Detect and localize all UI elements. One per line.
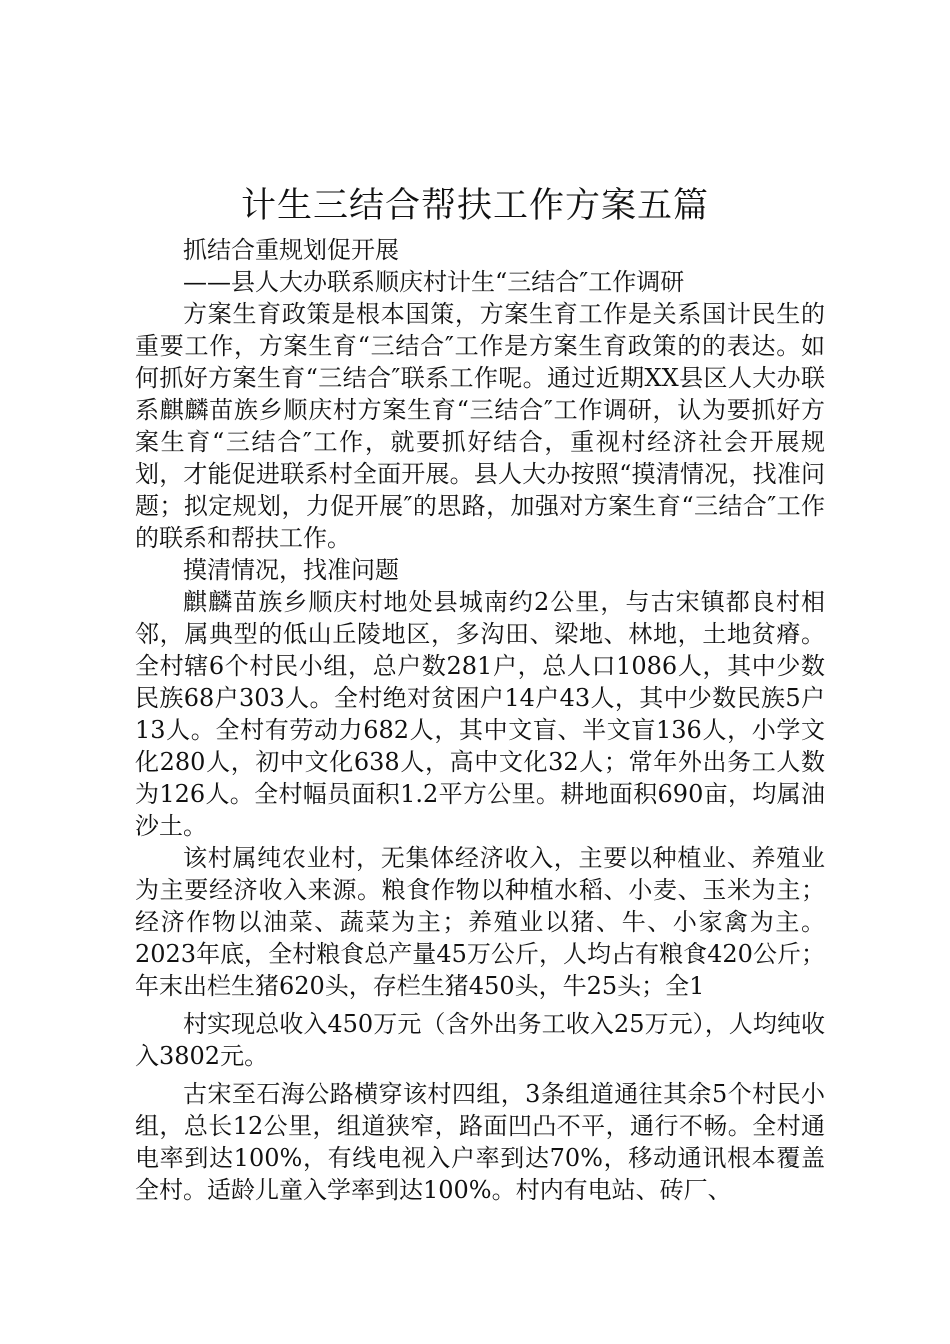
paragraph: 古宋至石海公路横穿该村四组，3条组道通往其余5个村民小组，总长12公里，组道狭窄，路面凹凸不平，通行不畅。全村通电率到达100%，有线电视入户率到达70%，移动通讯根本覆盖全村。适龄儿童入学率到达100%。村内有电站、砖厂、 — [135, 1080, 825, 1204]
paragraph: 村实现总收入450万元（含外出务工收入25万元），人均纯收入3802元。 — [135, 1010, 825, 1070]
paragraph: 方案生育政策是根本国策，方案生育工作是关系国计民生的重要工作，方案生育“三结合″工作是方案生育政策的的表达。如何抓好方案生育“三结合″联系工作呢。通过近期XX县区人大办联系麒麟苗族乡顺庆村方案生育“三结合″工作调研，认为要抓好方案生育“三结合″工作，就要抓好结合，重视村经济社会开展规划，才能促进联系村全面开展。县人大办按照“摸清情况，找准问题；拟定规划，力促开展″的思路，加强对方案生育“三结合″工作的联系和帮扶工作。 — [135, 300, 825, 552]
paragraph: 麒麟苗族乡顺庆村地处县城南约2公里，与古宋镇都良村相邻，属典型的低山丘陵地区，多沟田、梁地、林地，土地贫瘠。全村辖6个村民小组，总户数281户，总人口1086人，其中少数民族68户303人。全村绝对贫困户14户43人，其中少数民族5户13人。全村有劳动力682人，其中文盲、半文盲136人，小学文化280人，初中文化638人，高中文化32人；常年外出务工人数为126人。全村幅员面积1.2平方公里。耕地面积690亩，均属油沙土。 — [135, 588, 825, 840]
section-heading: 摸清情况，找准问题 — [183, 556, 399, 584]
paragraph: 该村属纯农业村，无集体经济收入，主要以种植业、养殖业为主要经济收入来源。粮食作物以种植水稻、小麦、玉米为主；经济作物以油菜、蔬菜为主；养殖业以猪、牛、小家禽为主。2023年底，全村粮食总产量45万公斤，人均占有粮食420公斤；年末出栏生猪620头，存栏生猪450头，牛25头；全1 — [135, 844, 825, 1000]
subtitle: ——县人大办联系顺庆村计生“三结合″工作调研 — [183, 268, 685, 296]
section-heading: 抓结合重规划促开展 — [183, 236, 399, 264]
document-body — [135, 234, 825, 1206]
document-title: 计生三结合帮扶工作方案五篇 — [240, 186, 709, 226]
